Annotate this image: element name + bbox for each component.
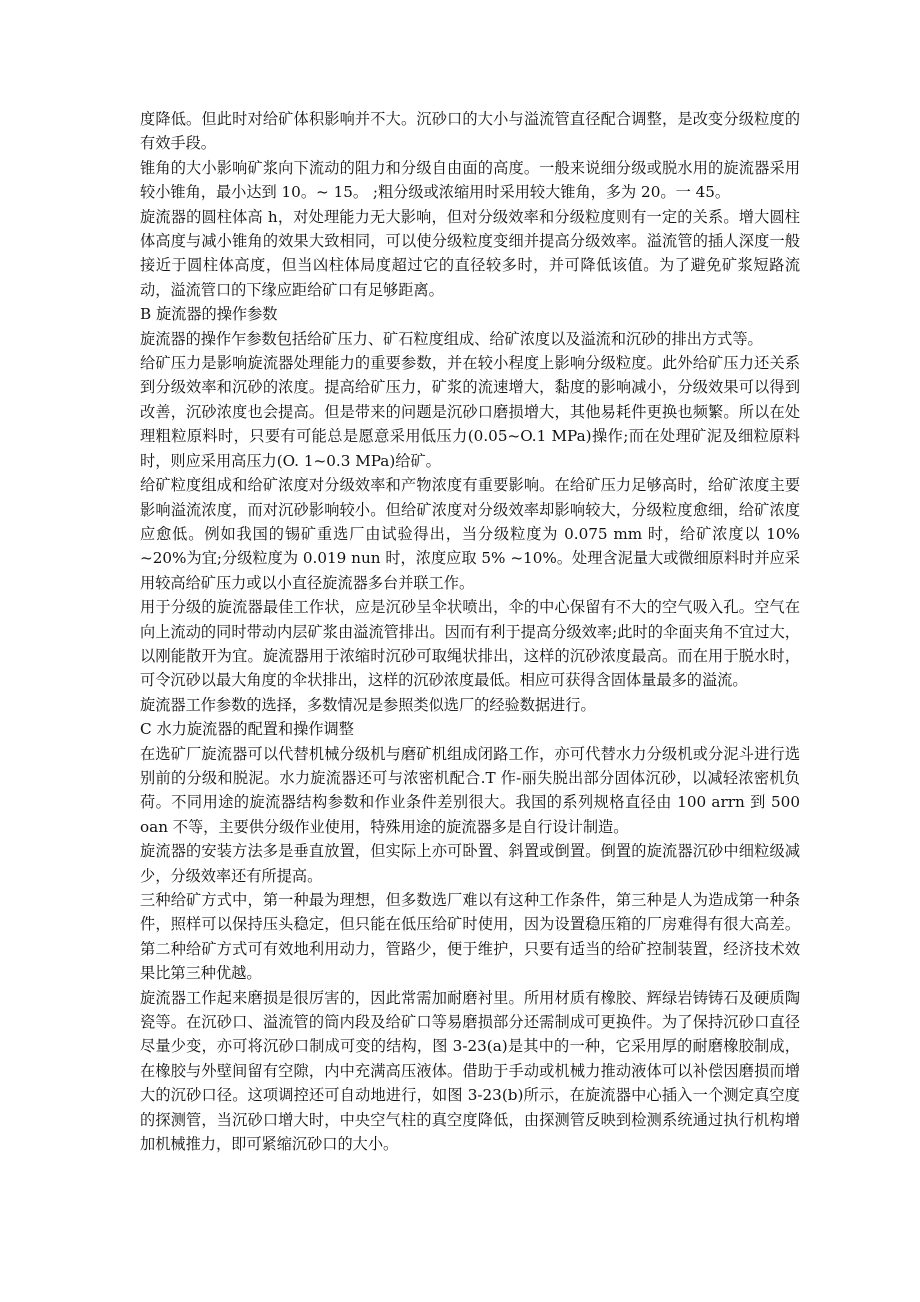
- paragraph-parameter-selection: 旋流器工作参数的选择，多数情况是参照类似选厂的经验数据进行。: [140, 695, 596, 714]
- paragraph-feed-methods: 三种给矿方式中，第一种最为理想，但多数选厂难以有这种工作条件，第三种是人为造成第一种条件，照样可以保持压头稳定，但只能在低压给矿时使用，因为设置稳压箱的厂房难得有很大高差。第二种给矿方式可有效地利用动力，管路少，便于维护，只要有适当的给矿控制装置，经济技术效果比第三种优越。: [140, 891, 800, 983]
- paragraph-operating-parameters: 旋流器的操作乍参数包括给矿压力、矿石粒度组成、给矿浓度以及溢流和沉砂的排出方式等。: [140, 329, 763, 348]
- paragraph-feed-concentration: 给矿粒度组成和给矿浓度对分级效率和产物浓度有重要影响。在给矿压力足够高时，给矿浓度主要影响溢流浓度，而对沉砂影响较小。但给矿浓度对分级效率却影响较大，分级粒度愈细，给矿浓度应愈低。例如我国的锡矿重选厂由试验得出，当分级粒度为 0.075 mm 时，给矿浓度以 10% ~20%为宜;分级粒度为 0.019 nun 时，浓度应取 5% ~10%。处理含泥量大或微细原料时并应采用较高给矿压力或以小直径旋流器多台并联工作。: [140, 476, 800, 592]
- paragraph-best-working-state: 用于分级的旋流器最佳工作状，应是沉砂呈伞状喷出，伞的中心保留有不大的空气吸入孔。空气在向上流动的同时带动内层矿浆由溢流管排出。因而有利于提高分级效率;此时的伞面夹角不宜过大，以刚能散开为宜。旋流器用于浓缩时沉砂可取绳状排出，这样的沉砂浓度最高。而在用于脱水时，可令沉砂以最大角度的伞状排出，这样的沉砂浓度最低。相应可获得含固体量最多的溢流。: [140, 598, 800, 690]
- paragraph-wear-lining: 旋流器工作起来磨损是很厉害的，因此常需加耐磨衬里。所用材质有橡胶、辉绿岩铸铸石及硬质陶瓷等。在沉砂口、溢流管的筒内段及给矿口等易磨损部分还需制成可更换件。为了保持沉砂口直径尽量少变，亦可将沉砂口制成可变的结构，图 3-23(a)是其中的一种，它采用厚的耐磨橡胶制成，在橡胶与外壁间留有空隙，内中充满高压液体。借助于手动或机械力推动液体可以补偿因磨损而增大的沉砂口径。这项调控还可自动地进行，如图 3-23(b)所示，在旋流器中心插入一个测定真空度的探测管，当沉砂口增大时，中央空气柱的真空度降低，由探测管反映到检测系统通过执行机构增加机械推力，即可紧缩沉砂口的大小。: [140, 988, 800, 1154]
- paragraph-installation: 旋流器的安装方法多是垂直放置，但实际上亦可卧置、斜置或倒置。倒置的旋流器沉砂中细粒级减少，分级效率还有所提高。: [140, 842, 800, 885]
- paragraph-granularity-adjustment: 度降低。但此时对给矿体积影响并不大。沉砂口的大小与溢流管直径配合调整，是改变分级粒度的有效手段。: [140, 110, 800, 153]
- paragraph-plant-configuration: 在选矿厂旋流器可以代替机械分级机与磨矿机组成闭路工作，亦可代替水力分级机或分泥斗进行选别前的分级和脱泥。水力旋流器还可与浓密机配合.T 作-丽失脱出部分固体沉砂，以减轻浓密机负荷。不同用途的旋流器结构参数和作业条件差别很大。我国的系列规格直径由 100 arrn 到 500 oan 不等，主要供分级作业使用，特殊用途的旋流器多是自行设计制造。: [140, 744, 800, 836]
- document-body: [140, 107, 800, 1156]
- section-heading-b: B 旋流器的操作参数: [140, 305, 278, 324]
- paragraph-feed-pressure: 给矿压力是影响旋流器处理能力的重要参数，并在较小程度上影响分级粒度。此外给矿压力还关系到分级效率和沉砂的浓度。提高给矿压力，矿浆的流速增大，黏度的影响减小，分级效果可以得到改善，沉砂浓度也会提高。但是带来的问题是沉砂口磨损增大，其他易耗件更换也频繁。所以在处理粗粒原料时，只要有可能总是愿意采用低压力(0.05~O.1 MPa)操作;而在处理矿泥及细粒原料时，则应采用高压力(O. 1~0.3 MPa)给矿。: [140, 354, 800, 470]
- paragraph-cone-angle: 锥角的大小影响矿浆向下流动的阻力和分级自由面的高度。一般来说细分级或脱水用的旋流器采用较小锥角，最小达到 10。~ 15。 ;粗分级或浓缩用时采用较大锥角，多为 20。一 45。: [140, 158, 800, 202]
- paragraph-cylinder-height: 旋流器的圆柱体高 h，对处理能力无大影响，但对分级效率和分级粒度则有一定的关系。增大圆柱体高度与减小锥角的效果大致相同，可以使分级粒度变细并提高分级效率。溢流管的插人深度一般接近于圆柱体高度，但当凶柱体局度超过它的直径较多时，并可降低该值。为了避免矿浆短路流动，溢流管口的下缘应距给矿口有足够距离。: [140, 207, 800, 299]
- section-heading-c: C 水力旋流器的配置和操作调整: [140, 720, 354, 739]
